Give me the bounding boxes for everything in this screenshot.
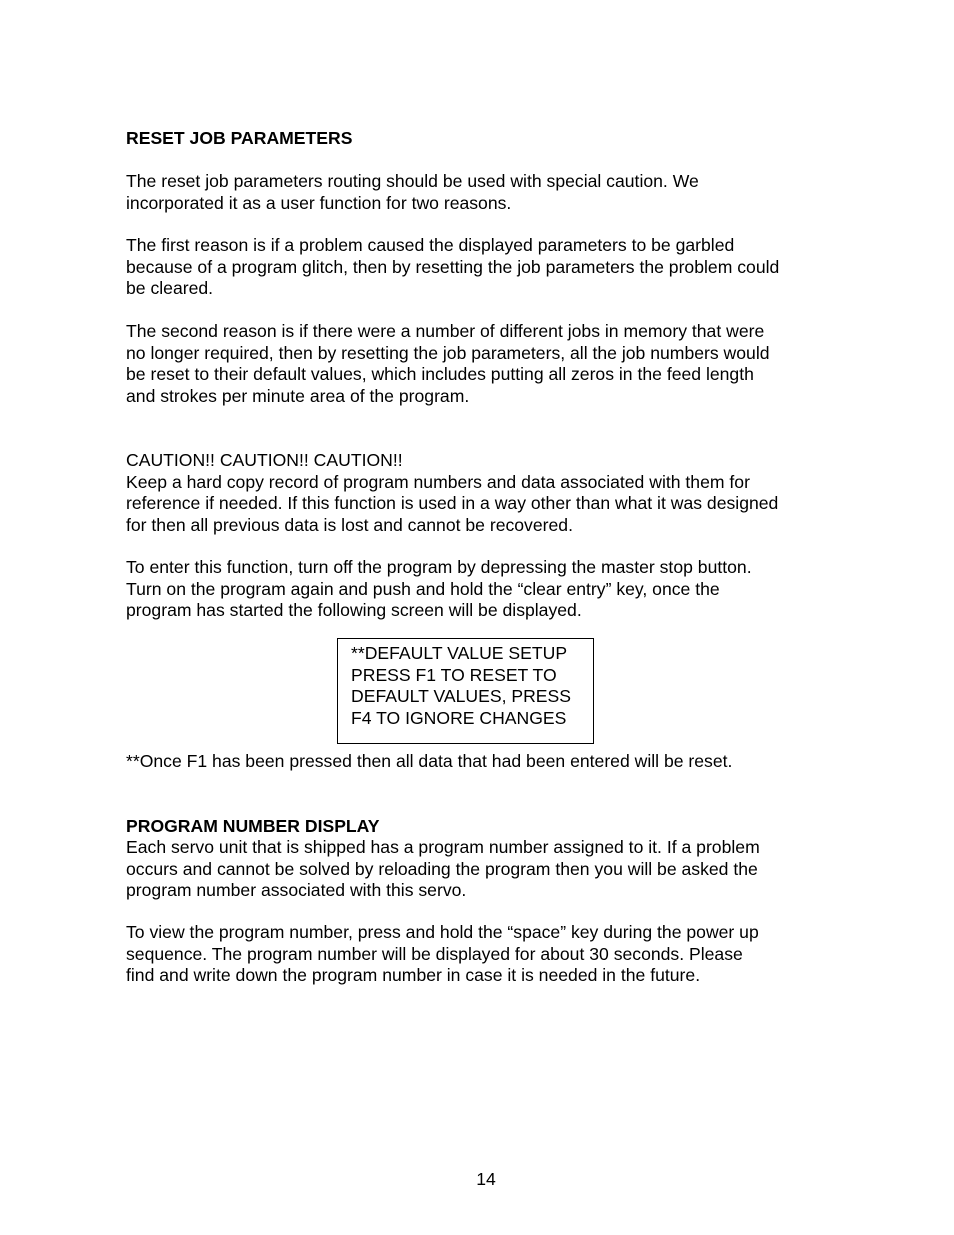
paragraph-view-program-number (126, 922, 846, 987)
text-line: Turn on the program again and push and hold the “clear entry” key, once the (126, 578, 720, 599)
text-line: sequence. The program number will be displayed for about 30 seconds. Please (126, 943, 743, 964)
text-line: The reset job parameters routing should be used with special caution. We (126, 171, 699, 191)
document-page (126, 0, 846, 1235)
text-line: The second reason is if there were a number of different jobs in memory that were (126, 321, 765, 341)
text-line: program has started the following screen will be displayed. (126, 600, 582, 621)
screen-line: **DEFAULT VALUE SETUP (351, 643, 568, 663)
text-line: Each servo unit that is shipped has a program number assigned to it. If a problem (126, 837, 760, 857)
section-heading-reset-job-parameters: RESET JOB PARAMETERS (126, 128, 353, 148)
text-line: and strokes per minute area of the program. (126, 385, 470, 406)
text-line: be reset to their default values, which includes putting all zeros in the feed length (126, 364, 754, 385)
paragraph-first-reason (126, 235, 846, 300)
text-line: incorporated it as a user function for two reasons. (126, 192, 512, 213)
text-line: To view the program number, press and hold the “space” key during the power up (126, 922, 759, 942)
paragraph-second-reason (126, 321, 846, 407)
page-number: 14 (476, 1169, 496, 1189)
screen-line: DEFAULT VALUES, PRESS (351, 686, 571, 707)
paragraph-enter-function (126, 557, 846, 622)
screen-display-box (337, 638, 594, 744)
screen-line: F4 TO IGNORE CHANGES (351, 707, 567, 728)
text-line: reference if needed. If this function is used in a way other than what it was designed (126, 493, 779, 514)
text-line: The first reason is if a problem caused the displayed parameters to be garbled (126, 235, 735, 255)
text-line: Keep a hard copy record of program numbers and data associated with them for (126, 471, 750, 492)
paragraph-program-number (126, 837, 846, 902)
section-heading-program-number-display: PROGRAM NUMBER DISPLAY (126, 816, 380, 836)
text-line: be cleared. (126, 278, 214, 299)
paragraph-intro (126, 171, 846, 214)
text-line: for then all previous data is lost and cannot be recovered. (126, 514, 573, 535)
caution-title: CAUTION!! CAUTION!! CAUTION!! (126, 450, 403, 470)
text-line: find and write down the program number in case it is needed in the future. (126, 965, 701, 986)
text-line: because of a program glitch, then by resetting the job parameters the problem could (126, 256, 780, 277)
caution-block (126, 450, 846, 536)
screen-line: PRESS F1 TO RESET TO (351, 664, 557, 685)
text-line: no longer required, then by resetting the job parameters, all the job numbers would (126, 342, 770, 363)
text-line: occurs and cannot be solved by reloading the program then you will be asked the (126, 858, 758, 879)
text-line: To enter this function, turn off the program by depressing the master stop button. (126, 557, 752, 577)
text-line: program number associated with this servo. (126, 880, 467, 901)
reset-note: **Once F1 has been pressed then all data that had been entered will be reset. (126, 751, 733, 771)
